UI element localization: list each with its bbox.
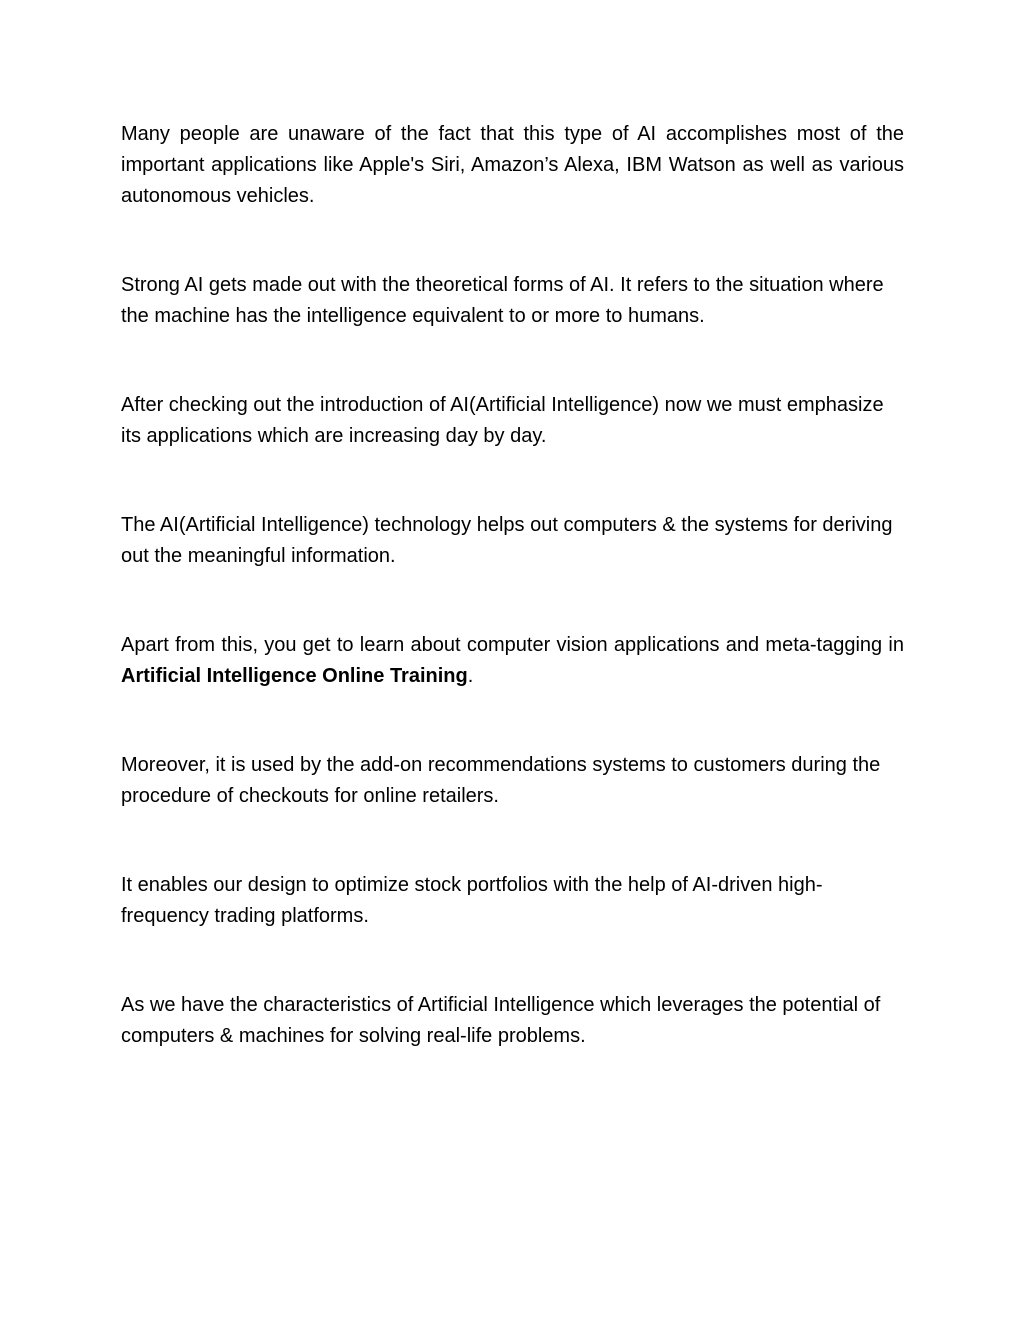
paragraph-characteristics: As we have the characteristics of Artificial Intelligence which leverages the potential of computers & machines for solving real-life problems. [121,994,881,1047]
paragraph-ai-applications: Many people are unaware of the fact that this type of AI accomplishes most of the important applications like Apple's Siri, Amazon’s Alexa, IBM Watson as well as various autonomous vehicles. [121,123,904,207]
paragraph-training-text: Apart from this, you get to learn about computer vision applications and meta-tagging in [121,634,904,656]
paragraph-introduction: After checking out the introduction of AI(Artificial Intelligence) now we must emphasize its applications which are increasing day by day. [121,394,884,447]
paragraph-technology: The AI(Artificial Intelligence) technology helps out computers & the systems for deriving out the meaningful information. [121,514,893,567]
paragraph-training-end: . [467,665,474,687]
paragraph-training [121,630,904,692]
paragraph-strong-ai: Strong AI gets made out with the theoretical forms of AI. It refers to the situation where the machine has the intelligence equivalent to or more to humans. [121,274,884,327]
document-body [121,119,904,1110]
paragraph-stock-portfolios: It enables our design to optimize stock portfolios with the help of AI-driven high-frequency trading platforms. [121,874,823,927]
training-course-name: Artificial Intelligence Online Training [121,665,468,687]
paragraph-recommendations: Moreover, it is used by the add-on recommendations systems to customers during the procedure of checkouts for online retailers. [121,754,881,807]
